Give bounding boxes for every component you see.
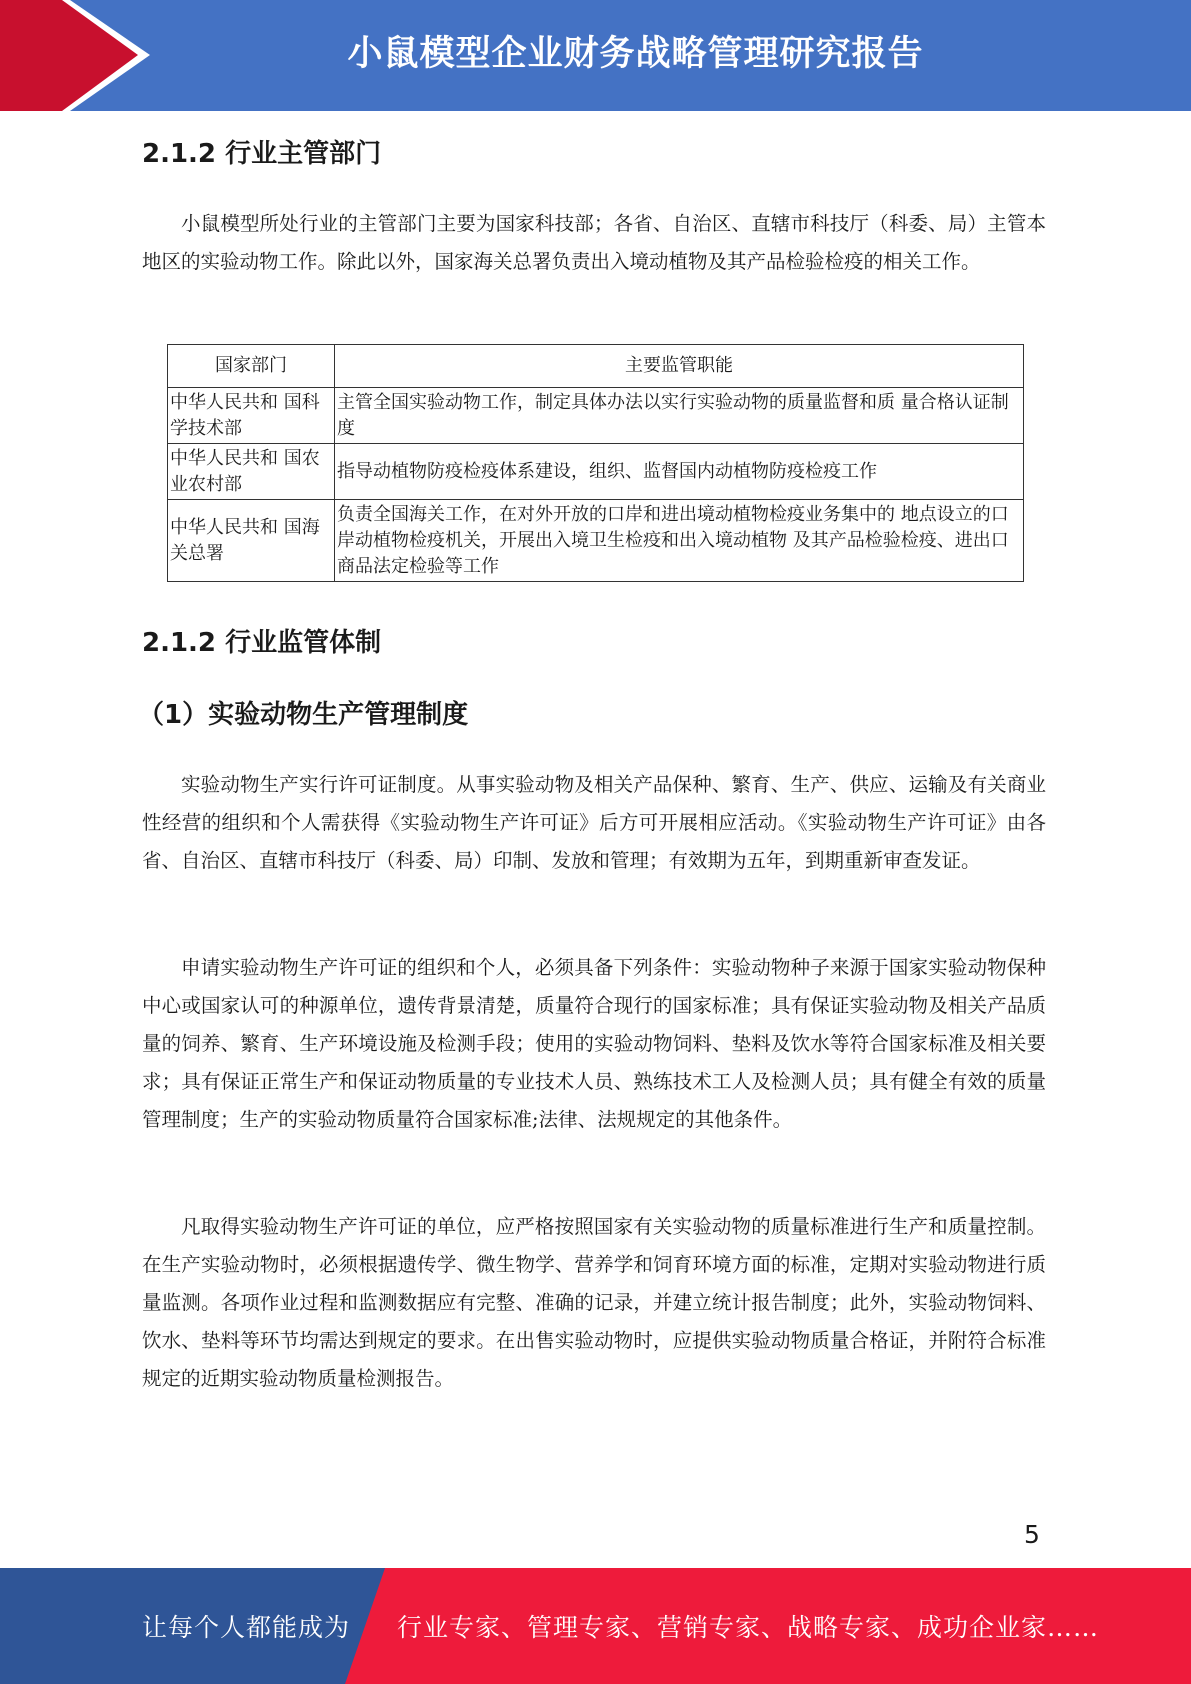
table-header-row [168,345,1024,388]
footer-slogan-right: 行业专家、管理专家、营销专家、战略专家、成功企业家…… [397,1613,1100,1642]
section-heading-regulation: 2.1.2 行业监管体制 [142,628,382,658]
paragraph-production-license: 实验动物生产实行许可证制度。从事实验动物及相关产品保种、繁育、生产、供应、运输及有关商业性经营的组织和个人需获得《实验动物生产许可证》后方可开展相应活动。《实验动物生产许可证》由各省、自治区、直辖市科技厅（科委、局）印制、发放和管理；有效期为五年，到期重新审查发证。 [142,773,1046,872]
regulator-table [167,344,1024,582]
table-cell-dept: 中华人民共和 国海关总署 [168,500,335,582]
footer-slogan-left: 让每个人都能成为 [142,1613,351,1642]
column-header-duty: 主要监管职能 [335,345,1024,388]
section-heading-authority: 2.1.2 行业主管部门 [142,139,382,169]
subsection-heading-production: （1）实验动物生产管理制度 [138,700,469,730]
report-header [0,0,1191,111]
page-number: 5 [1024,1520,1040,1549]
paragraph-license-conditions: 申请实验动物生产许可证的组织和个人，必须具备下列条件：实验动物种子来源于国家实验动物保种中心或国家认可的种源单位，遗传背景清楚，质量符合现行的国家标准；具有保证实验动物及相关产品质量的饲养、繁育、生产环境设施及检测手段；使用的实验动物饲料、垫料及饮水等符合国家标准及相关要求；具有保证正常生产和保证动物质量的专业技术人员、熟练技术工人及检测人员；具有健全有效的质量管理制度；生产的实验动物质量符合国家标准;法律、法规规定的其他条件。 [142,956,1046,1131]
table-cell-dept: 中华人民共和 国农业农村部 [168,444,335,500]
table-row [168,444,1024,500]
table-cell-duty: 主管全国实验动物工作，制定具体办法以实行实验动物的质量监督和质 量合格认证制度 [335,388,1024,444]
report-footer [0,1568,1191,1684]
report-title: 小鼠模型企业财务战略管理研究报告 [347,34,924,74]
table-cell-duty: 负责全国海关工作，在对外开放的口岸和进出境动植物检疫业务集中的 地点设立的口岸动植物检疫机关，开展出入境卫生检疫和出入境动植物 及其产品检验检疫、进出口商品法定检验等工作 [335,500,1024,582]
column-header-dept: 国家部门 [168,345,335,388]
table-cell-duty: 指导动植物防疫检疫体系建设，组织、监督国内动植物防疫检疫工作 [335,444,1024,500]
table-row [168,388,1024,444]
paragraph-authority: 小鼠模型所处行业的主管部门主要为国家科技部；各省、自治区、直辖市科技厅（科委、局）主管本地区的实验动物工作。除此以外，国家海关总署负责出入境动植物及其产品检验检疫的相关工作。 [142,212,1046,273]
paragraph-quality-control: 凡取得实验动物生产许可证的单位，应严格按照国家有关实验动物的质量标准进行生产和质量控制。在生产实验动物时，必须根据遗传学、微生物学、营养学和饲育环境方面的标准，定期对实验动物进行质量监测。各项作业过程和监测数据应有完整、准确的记录，并建立统计报告制度；此外，实验动物饲料、饮水、垫料等环节均需达到规定的要求。在出售实验动物时，应提供实验动物质量合格证，并附符合标准规定的近期实验动物质量检测报告。 [142,1215,1046,1390]
table-row [168,500,1024,582]
table-cell-dept: 中华人民共和 国科学技术部 [168,388,335,444]
